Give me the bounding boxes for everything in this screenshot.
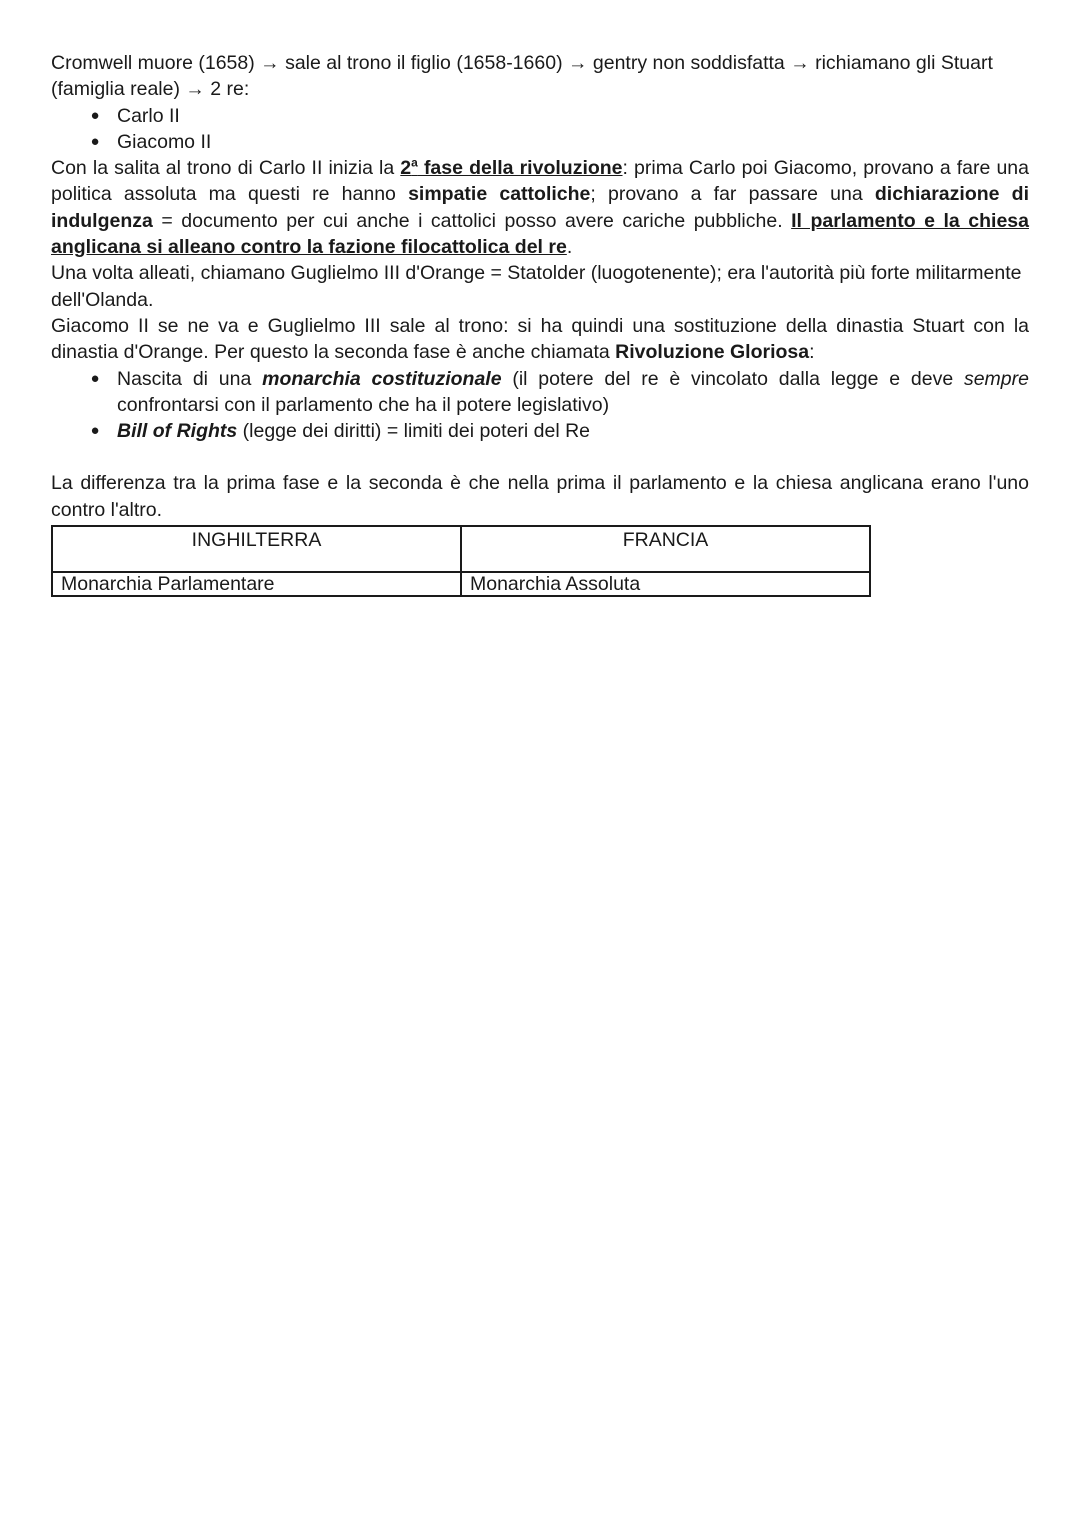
list-item [51, 103, 1029, 129]
cell-francia: Monarchia Assoluta [461, 572, 870, 596]
comparison-table [51, 525, 871, 597]
cell-inghilterra: Monarchia Parlamentare [52, 572, 461, 596]
table-row [52, 572, 870, 596]
header-inghilterra: INGHILTERRA [52, 526, 461, 572]
bullet-icon: ● [90, 422, 100, 440]
term-bill-of-rights: Bill of Rights [117, 420, 238, 443]
king-giacomo: Giacomo II [117, 130, 212, 153]
term-rivoluzione-gloriosa: Rivoluzione Gloriosa [615, 341, 810, 364]
document-page [51, 50, 1029, 597]
kings-list [51, 103, 1029, 156]
list-item [51, 129, 1029, 155]
alliance-statement: Il parlamento e la chiesa anglicana si alleano contro la fazione filocattolica del re [51, 209, 1029, 259]
term-monarchia-costituzionale: monarchia costituzionale [262, 367, 502, 390]
bullet-icon: ● [90, 106, 100, 124]
term-simpatie-cattoliche: simpatie cattoliche [408, 183, 591, 206]
bullet-icon: ● [90, 369, 100, 387]
paragraph-second-phase: Con la salita al trono di Carlo II inizia la 2$^a$ fase della rivoluzione: prima Carlo poi Giacomo, provano a fare una politica assoluta ma questi re hanno simpatie cattoliche; provano a far passare una dichiarazione di indulgenza = documento per cui anche i cattolici posso avere cariche pubbliche. Il parlamento e la chiesa anglicana si alleano contro la fazione filocattolica del re. [51, 155, 1029, 259]
list-item: ● Nascita di una monarchia costituzionale (il potere del re è vincolato dalla legge e deve sempre confrontarsi con il parlamento che ha il potere legislativo) [51, 366, 1029, 419]
paragraph-cromwell [51, 50, 1029, 103]
outcomes-list [51, 366, 1029, 445]
second-phase-term: 2$^a$ fase della rivoluzione [400, 155, 623, 180]
header-francia: FRANCIA [461, 526, 870, 572]
term-sempre: sempre [963, 367, 1029, 390]
king-carlo: Carlo II [117, 104, 180, 127]
paragraph-glorious-revolution: Giacomo II se ne va e Guglielmo III sale al trono: si ha quindi una sostituzione della dinastia Stuart con la dinastia d'Orange. Per questo la seconda fase è anche chiamata Rivoluzione Gloriosa: [51, 314, 1029, 364]
bullet-icon: ● [90, 132, 100, 150]
spacer [51, 444, 1029, 470]
list-item: ● Bill of Rights (legge dei diritti) = limiti dei poteri del Re [51, 418, 1029, 444]
cromwell-line-2: (famiglia reale) → 2 re: [51, 78, 250, 101]
table-header-row [52, 526, 870, 572]
paragraph-difference: La differenza tra la prima fase e la seconda è che nella prima il parlamento e la chiesa anglicana erano l'uno contro l'altro. [51, 472, 1029, 521]
cromwell-line-1: Cromwell muore (1658) → sale al trono il figlio (1658-1660) → gentry non soddisfatta → richiamano gli Stuart [51, 52, 993, 74]
term-dichiarazione-indulgenza: dichiarazione di indulgenza [51, 183, 1029, 232]
paragraph-guglielmo: Una volta alleati, chiamano Guglielmo III d'Orange = Statolder (luogotenente); era l'autorità più forte militarmente dell'Olanda. [51, 262, 1022, 311]
